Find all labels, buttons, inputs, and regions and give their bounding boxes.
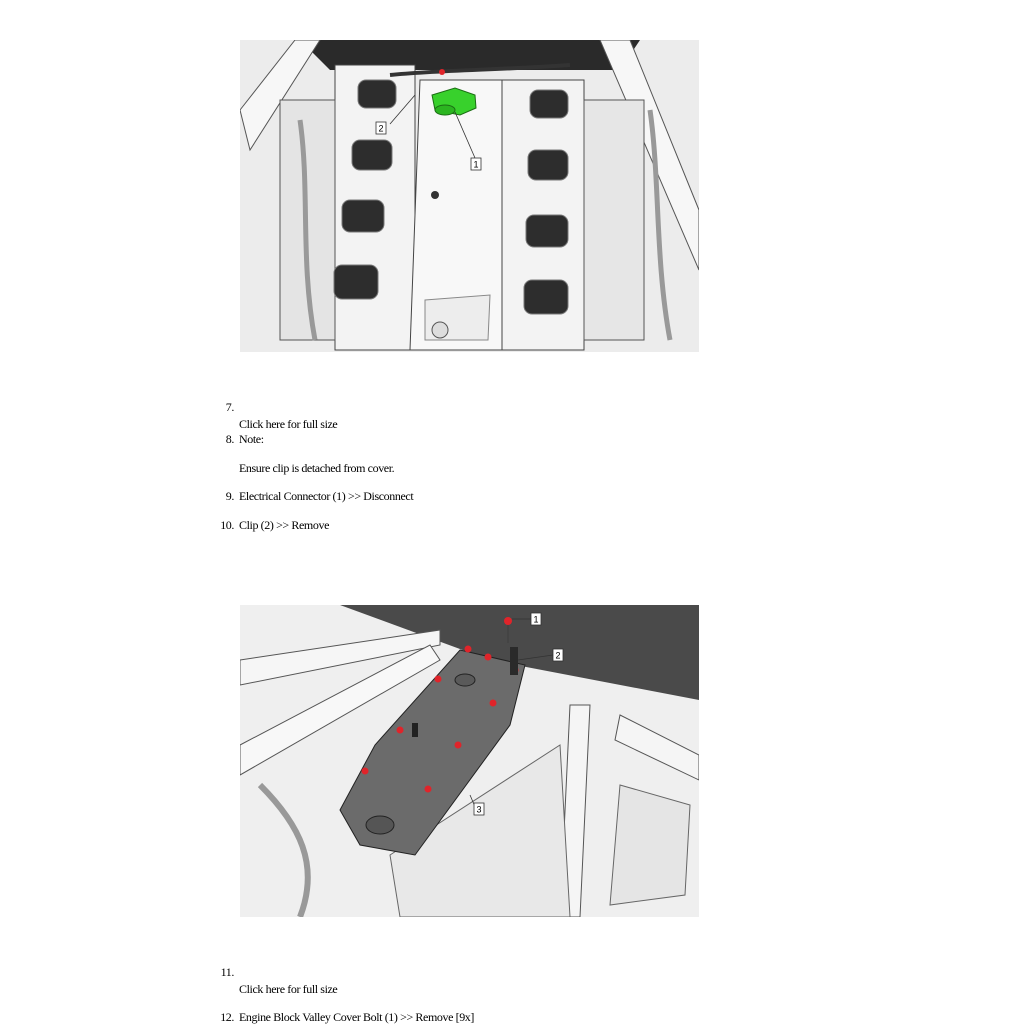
step-number: 11. [220,965,234,979]
figure-1-engine-valley-connector[interactable] [240,40,699,352]
full-size-link[interactable]: Click here for full size [239,417,338,431]
callout-2 [376,122,386,134]
note-heading: Note: [239,432,264,446]
note-text: Ensure clip is detached from cover. [239,461,395,475]
step-number: 7. [225,400,234,414]
full-size-link[interactable]: Click here for full size [239,982,338,996]
step-text: Clip (2) >> Remove [239,518,329,532]
svg-text:1: 1 [473,159,479,170]
step-number: 12. [220,1010,234,1024]
callout-3 [474,803,484,815]
step-text: Engine Block Valley Cover Bolt (1) >> Remove [9x] [239,1010,475,1024]
callout-1 [471,158,481,170]
callout-2 [553,649,563,661]
step-number: 10. [220,518,234,532]
svg-text:2: 2 [555,650,561,661]
svg-text:1: 1 [533,614,539,625]
step-number: 9. [225,489,234,503]
step-text: Electrical Connector (1) >> Disconnect [239,489,414,503]
step-number: 8. [225,432,234,446]
svg-text:2: 2 [378,123,384,134]
figure-2-valley-cover-bolts[interactable] [240,605,699,917]
callout-1 [531,613,541,625]
svg-text:3: 3 [476,804,482,815]
